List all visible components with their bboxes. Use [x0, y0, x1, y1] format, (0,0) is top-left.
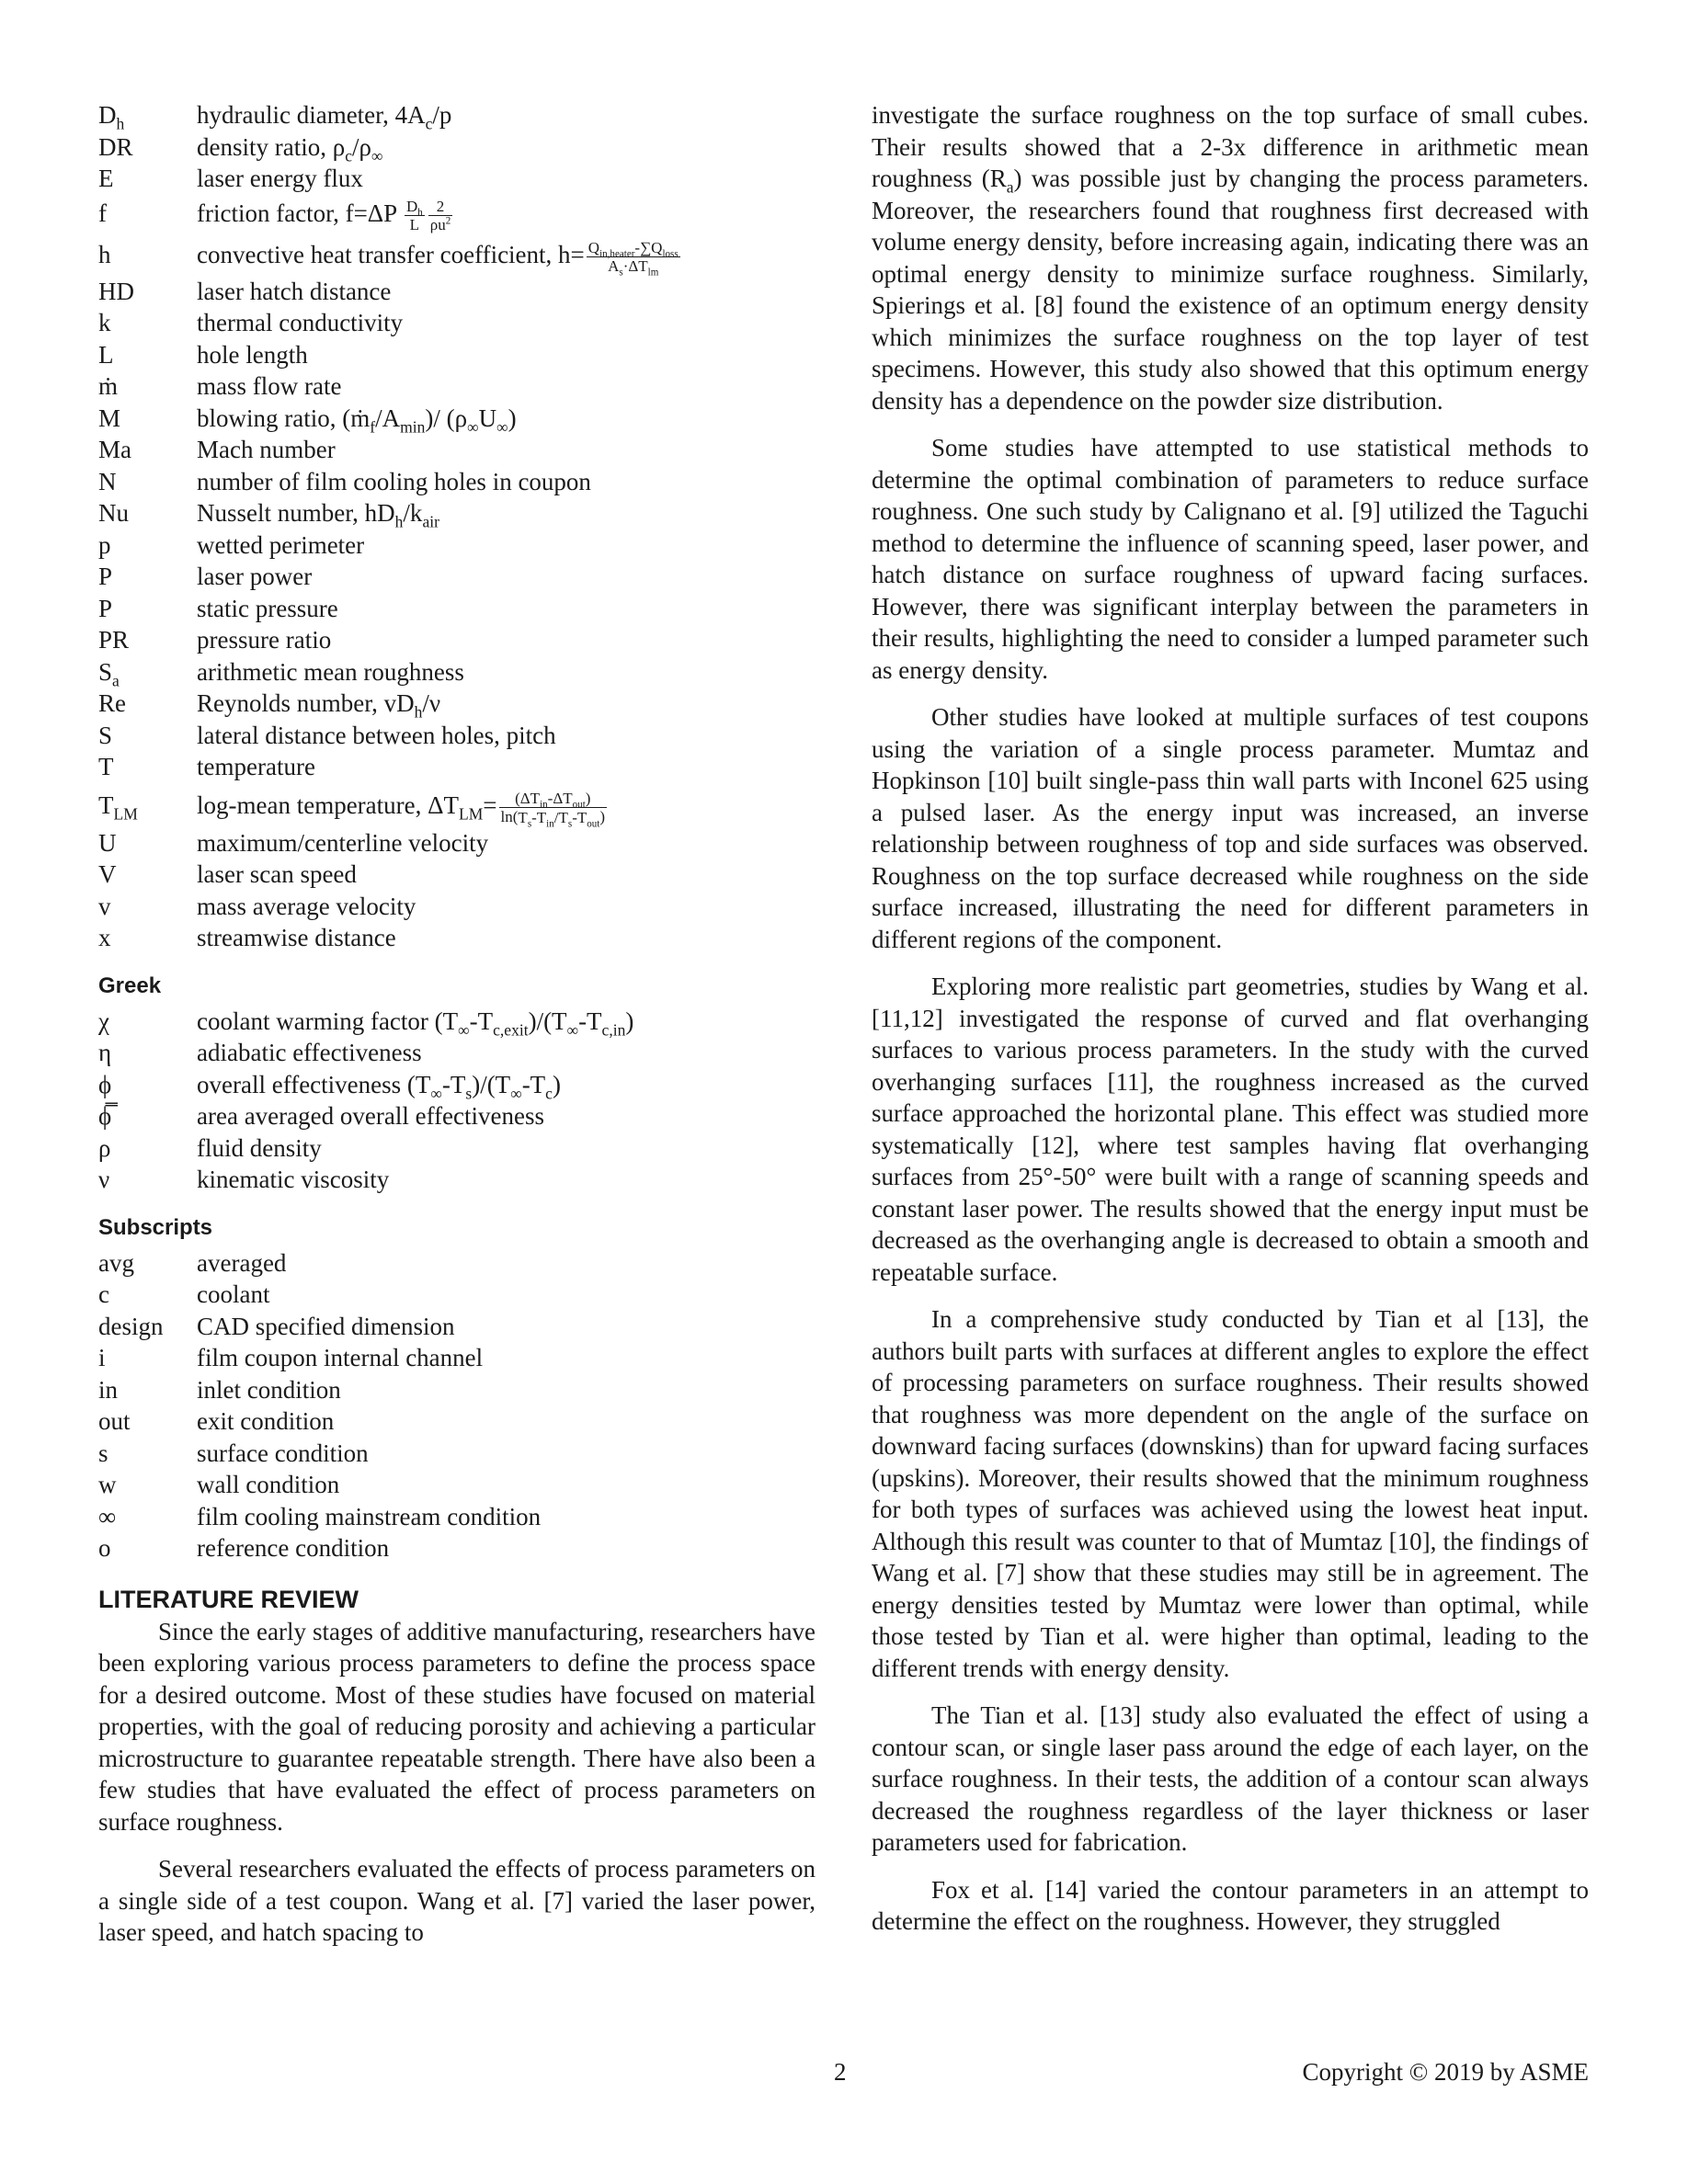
nomenclature-item — [98, 529, 815, 562]
greek-symbol: η — [98, 1039, 112, 1067]
body-paragraph: The Tian et al. [13] study also evaluated the effect of using a contour scan, or single laser pass around the edge of each layer, on the surface roughness. In their tests, the addition of a contour scan always decreased the roughness regardless of the layer thickness or laser parameters used for fabrication. — [872, 1701, 1589, 1856]
nomenclature-symbol: S — [98, 721, 113, 749]
nomenclature-symbol: DR — [98, 132, 133, 161]
subscript-symbol: avg — [98, 1248, 134, 1277]
nomenclature-description: convective heat transfer coefficient, h= $\frac{Q_{in,heater}-\sum Q_{loss}}{A_s\cdot\Delta T_{lm}}$ — [197, 239, 679, 279]
nomenclature-item — [98, 497, 815, 529]
nomenclature-symbol: L — [98, 340, 114, 369]
greek-heading: Greek — [98, 973, 162, 998]
greek-description: area averaged overall effectiveness — [197, 1102, 545, 1131]
body-paragraph: Other studies have looked at multiple surfaces of test coupons using the variation of a single process parameter. Mumtaz and Hopkinson [10] built single-pass thin wall parts with Inconel 625 using a pulsed laser. As the energy input was increased, an inverse relationship between roughness of top and side surfaces was observed. Roughness on the top surface decreased while roughness on the side surface increased, illustrating the need for different parameters in different regions of the component. — [872, 703, 1589, 953]
nomenclature-item — [98, 891, 815, 923]
nomenclature-description: blowing ratio, $(ṁ_f/A_{min})/$ $(\rho_\infty U_\infty)$ — [197, 404, 517, 437]
body-paragraph: Since the early stages of additive manufacturing, researchers have been exploring various process parameters to define the process space for a desired outcome. Most of these studies have focused on material properties, with the goal of reducing porosity and achieving a particular microstructure to guarantee repeatable strength. There have also been a few studies that have evaluated the effect of process parameters on surface roughness. — [98, 1617, 815, 1836]
body-paragraph: Several researchers evaluated the effects of process parameters on a single side of a test coupon. Wang et al. [7] varied the laser power, laser speed, and hatch spacing to — [98, 1855, 815, 1947]
nomenclature-item — [98, 751, 815, 783]
subscript-symbol: ∞ — [98, 1502, 117, 1530]
nomenclature-item — [98, 859, 815, 891]
nomenclature-item — [98, 99, 815, 131]
nomenclature-symbol: U — [98, 828, 117, 857]
nomenclature-item — [98, 720, 815, 752]
subscripts-list — [98, 1247, 815, 1564]
subscript-description: surface condition — [197, 1439, 369, 1467]
nomenclature-item — [98, 434, 815, 466]
greek-description: adiabatic effectiveness — [197, 1039, 422, 1067]
nomenclature-description: temperature — [197, 753, 315, 781]
nomenclature-description: friction factor, f=ΔP $\frac{D_h}{L}$ $\frac{2}{\rho u^2}$ — [197, 197, 451, 233]
nomenclature-symbol: $T_{LM}$ — [98, 791, 138, 824]
greek-symbol: ν — [98, 1166, 110, 1194]
subscript-description: CAD specified dimension — [197, 1312, 455, 1340]
nomenclature-symbol: x — [98, 924, 111, 952]
nomenclature-symbol: N — [98, 467, 117, 495]
nomenclature-item — [98, 466, 815, 498]
nomenclature-item — [98, 163, 815, 195]
nomenclature-item — [98, 307, 815, 339]
nomenclature-symbol: Nu — [98, 499, 129, 528]
nomenclature-symbol: E — [98, 165, 114, 192]
nomenclature-item — [98, 339, 815, 371]
subscript-description: inlet condition — [197, 1375, 341, 1404]
nomenclature-symbol: HD — [98, 277, 134, 305]
subscript-description: film coupon internal channel — [197, 1344, 484, 1372]
subscript-item — [98, 1405, 815, 1438]
nomenclature-description: mass flow rate — [197, 372, 342, 401]
subscript-item — [98, 1469, 815, 1501]
nomenclature-description: arithmetic mean roughness — [197, 657, 464, 686]
nomenclature-description: lateral distance between holes, pitch — [197, 721, 556, 749]
nomenclature-description: laser energy flux — [197, 165, 363, 192]
body-paragraph: Some studies have attempted to use statistical methods to determine the optimal combination of parameters to reduce surface roughness. One such study by Calignano et al. [9] utilized the Taguchi method to determine the influence of scanning speed, laser power, and hatch distance on surface roughness of upward facing surfaces. However, there was significant interplay between the parameters in their results, highlighting the need to consider a lumped parameter such as energy density. — [872, 434, 1589, 684]
left-column — [98, 99, 815, 1964]
greek-symbol: ϕ — [98, 1070, 112, 1098]
subscript-item — [98, 1342, 815, 1374]
greek-symbol: ϕ̿ — [98, 1102, 112, 1131]
greek-item — [98, 1132, 815, 1165]
nomenclature-symbol: $S_a$ — [98, 657, 120, 690]
subscript-symbol: o — [98, 1534, 111, 1563]
nomenclature-symbol: M — [98, 404, 121, 432]
subscripts-heading: Subscripts — [98, 1214, 213, 1240]
nomenclature-symbol: Re — [98, 689, 126, 718]
greek-description: fluid density — [197, 1133, 322, 1162]
body-paragraph: In a comprehensive study conducted by Tian et al [13], the authors built parts with surfaces at different angles to explore the effect of processing parameters on surface roughness. Their results showed that roughness was more dependent on the angle of the surface on downward facing surfaces (downskins) than for upward facing surfaces (upskins). Moreover, their results showed that the minimum roughness for both types of surfaces was achieved using the lowest heat input. Although this result was counter to that of Mumtaz [10], the findings of Wang et al. [7] show that these studies may still be in agreement. The energy densities tested by Mumtaz were lower than optimal, while those tested by Tian et al. were higher than optimal, leading to the different trends with energy density. — [872, 1305, 1589, 1682]
body-paragraph: Fox et al. [14] varied the contour parameters in an attempt to determine the effect on the roughness. However, they struggled — [872, 1875, 1589, 1935]
nomenclature-description: density ratio, $\rho_c/\rho_\infty$ — [197, 132, 383, 165]
nomenclature-description: hydraulic diameter, $4A_c/p$ — [197, 101, 452, 133]
nomenclature-item — [98, 561, 815, 593]
nomenclature-description: number of film cooling holes in coupon — [197, 467, 591, 495]
nomenclature-description: streamwise distance — [197, 924, 396, 952]
greek-description: overall effectiveness $(T_\infty-T_s)/(T_\infty-T_c)$ — [197, 1070, 561, 1103]
greek-description: coolant warming factor $(T_\infty-T_{c,exit})/(T_\infty-T_{c,in})$ — [197, 1007, 634, 1040]
nomenclature-symbol: $D_h$ — [98, 101, 125, 133]
subscript-symbol: w — [98, 1471, 117, 1499]
nomenclature-description: static pressure — [197, 594, 338, 622]
nomenclature-symbol: PR — [98, 626, 130, 654]
nomenclature-item — [98, 370, 815, 403]
nomenclature-symbol: p — [98, 530, 111, 559]
nomenclature-symbol: T — [98, 753, 114, 781]
nomenclature-symbol: P — [98, 594, 113, 622]
subscript-item — [98, 1501, 815, 1533]
subscript-symbol: out — [98, 1407, 131, 1436]
nomenclature-description: laser power — [197, 563, 313, 591]
section-heading: LITERATURE REVIEW — [98, 1585, 359, 1613]
nomenclature-item — [98, 276, 815, 308]
nomenclature-item — [98, 922, 815, 954]
greek-item — [98, 1037, 815, 1069]
nomenclature-item — [98, 656, 815, 688]
nomenclature-description: mass average velocity — [197, 892, 416, 920]
nomenclature-item — [98, 827, 815, 859]
subscript-description: reference condition — [197, 1534, 390, 1563]
subscript-description: coolant — [197, 1280, 270, 1309]
subscript-description: averaged — [197, 1248, 287, 1277]
nomenclature-item — [98, 624, 815, 656]
nomenclature-description: Reynolds number, $vD_h/\nu$ — [197, 689, 441, 722]
nomenclature-symbol: P — [98, 563, 113, 591]
nomenclature-description: hole length — [197, 340, 308, 369]
subscript-item — [98, 1374, 815, 1406]
nomenclature-description: thermal conductivity — [197, 309, 404, 337]
greek-item — [98, 1100, 815, 1132]
greek-symbol: χ — [98, 1007, 109, 1035]
page-number: 2 — [834, 2058, 847, 2086]
right-column — [872, 99, 1589, 1953]
greek-list — [98, 1006, 815, 1196]
nomenclature-item — [98, 593, 815, 625]
greek-item — [98, 1069, 815, 1101]
nomenclature-symbol: f — [98, 199, 107, 227]
nomenclature-description: wetted perimeter — [197, 530, 365, 559]
subscript-item — [98, 1311, 815, 1343]
subscript-symbol: i — [98, 1344, 106, 1372]
nomenclature-description: pressure ratio — [197, 626, 332, 654]
nomenclature-item — [98, 688, 815, 720]
nomenclature-symbol: k — [98, 309, 111, 337]
subscript-item — [98, 1247, 815, 1280]
copyright-notice: Copyright © 2019 by ASME — [1302, 2058, 1589, 2086]
nomenclature-symbol: V — [98, 860, 117, 889]
subscript-symbol: c — [98, 1280, 109, 1309]
subscript-description: film cooling mainstream condition — [197, 1502, 542, 1530]
subscript-item — [98, 1532, 815, 1564]
subscript-symbol: in — [98, 1375, 119, 1404]
nomenclature-description: laser scan speed — [197, 860, 357, 889]
nomenclature-item — [98, 403, 815, 435]
greek-item — [98, 1164, 815, 1196]
nomenclature-symbol: Ma — [98, 436, 131, 464]
nomenclature-description: Nusselt number, $hD_h/k_{air}$ — [197, 499, 439, 531]
nomenclature-symbol: v — [98, 892, 111, 920]
greek-item — [98, 1006, 815, 1038]
subscript-description: wall condition — [197, 1471, 340, 1499]
nomenclature-item — [98, 131, 815, 164]
body-paragraph: investigate the surface roughness on the top surface of small cubes. Their results showed that a 2-3x difference in arithmetic mean roughness $(R_a)$ was possible just by changing the process parameters. Moreover, the researchers found that roughness first decreased with volume energy density, before increasing again, indicating there was an optimal energy density to minimize surface roughness. Similarly, Spierings et al. [8] found the existence of an optimum energy density which minimizes the surface roughness on the top layer of test specimens. However, this study also showed that this optimum energy density has a dependence on the powder size distribution. — [872, 101, 1589, 415]
nomenclature-symbol: h — [98, 240, 111, 268]
greek-symbol: ρ — [98, 1133, 111, 1162]
nomenclature-description: Mach number — [197, 436, 336, 464]
nomenclature-list — [98, 99, 815, 954]
subscript-item — [98, 1279, 815, 1311]
nomenclature-description: maximum/centerline velocity — [197, 828, 489, 857]
subscript-symbol: design — [98, 1312, 164, 1340]
greek-description: kinematic viscosity — [197, 1166, 390, 1194]
nomenclature-description: log-mean temperature, $\Delta T_{LM}=$ $\frac{(\Delta T_{in}-\Delta T_{out})}{\ln(T_s-T_{in}/T_s-T_{out})}$ — [197, 789, 606, 830]
nomenclature-item — [98, 233, 815, 279]
subscript-symbol: s — [98, 1439, 108, 1467]
nomenclature-item — [98, 195, 815, 233]
subscript-item — [98, 1438, 815, 1470]
nomenclature-item — [98, 783, 815, 830]
nomenclature-symbol: ṁ — [98, 372, 119, 401]
nomenclature-description: laser hatch distance — [197, 277, 392, 305]
body-paragraph: Exploring more realistic part geometries, studies by Wang et al. [11,12] investigated the response of curved and flat overhanging surfaces to various process parameters. In the study with the curved overhanging surfaces [11], the roughness increased as the curved surface approached the horizontal plane. This effect was studied more systematically [12], where test samples having flat overhanging surfaces from 25°-50° were built with a range of scanning speeds and constant laser power. The results showed that the energy input must be decreased as the overhanging angle is decreased to obtain a smooth and repeatable surface. — [872, 973, 1589, 1286]
subscript-description: exit condition — [197, 1407, 335, 1436]
